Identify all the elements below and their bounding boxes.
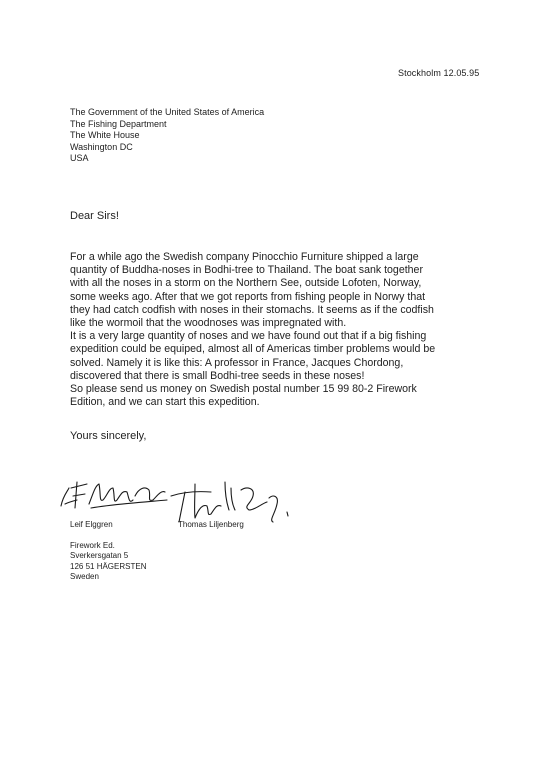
sender-line: Firework Ed. [70,541,115,550]
signature-1-stroke [61,488,77,506]
signatory-name: Leif Elggren [70,520,113,529]
closing: Yours sincerely, [70,430,147,442]
sender-address [70,541,146,583]
recipient-line: The White House [70,130,140,140]
signature-1-stroke [89,484,133,504]
recipient-line: Washington DC [70,141,133,152]
body-line: solved. Namely it is like this: A professor in France, Jacques Chordong, [70,356,404,369]
signature-1-stroke [91,500,167,508]
recipient-line: The Fishing Department [70,118,167,129]
sender-line: 126 51 HÄGERSTEN [70,561,147,571]
signature-2-stroke [195,484,221,518]
signatory-name: Thomas Liljenberg [178,520,244,529]
sender-line: Sweden [70,572,99,582]
signature-2-stroke [225,482,235,510]
body-line: with all the noses in a storm on the Northern See, outside Lofoten, Norway, [70,277,422,290]
signature-2-stroke [171,492,211,496]
body-line: For a while ago the Swedish company Pinocchio Furniture shipped a large [70,251,419,263]
signature-2-stroke [269,496,277,522]
recipient-line: USA [70,153,89,163]
recipient-line: The Government of the United States of America [70,107,265,117]
body-line: Edition, and we can start this expedition. [70,396,260,409]
place-date: Stockholm 12.05.95 [398,68,480,78]
body-line: So please send us money on Swedish postal number 15 99 80-2 Firework [70,383,417,396]
signature-2-stroke [287,512,288,516]
body-line: like the wormoil that the woodnoses was impregnated with. [70,317,347,330]
body-line: some weeks ago. After that we got reports from fishing people in Norwy that [70,290,426,303]
body-line: they had catch codfish with noses in their stomachs. It seems as if the codfish [70,303,434,316]
body-line: It is a very large quantity of noses and we have found out that if a big fishing [70,330,427,343]
signature-2-stroke [179,492,185,522]
recipient-address [70,107,264,165]
sender-line: Sverkersgatan 5 [70,551,129,561]
signature-1-stroke [135,488,165,500]
letter-body [70,251,490,409]
signature-1-stroke [71,482,87,508]
handwritten-signatures [55,474,315,526]
body-line: discovered that there is small Bodhi-tree seeds in these noses! [70,369,365,382]
body-line: expedition could be equiped, almost all of Americas timber problems would be [70,343,436,356]
body-line: quantity of Buddha-noses in Bodhi-tree to Thailand. The boat sank together [70,264,423,277]
signature-2-stroke [241,488,267,510]
salutation: Dear Sirs! [70,210,119,222]
